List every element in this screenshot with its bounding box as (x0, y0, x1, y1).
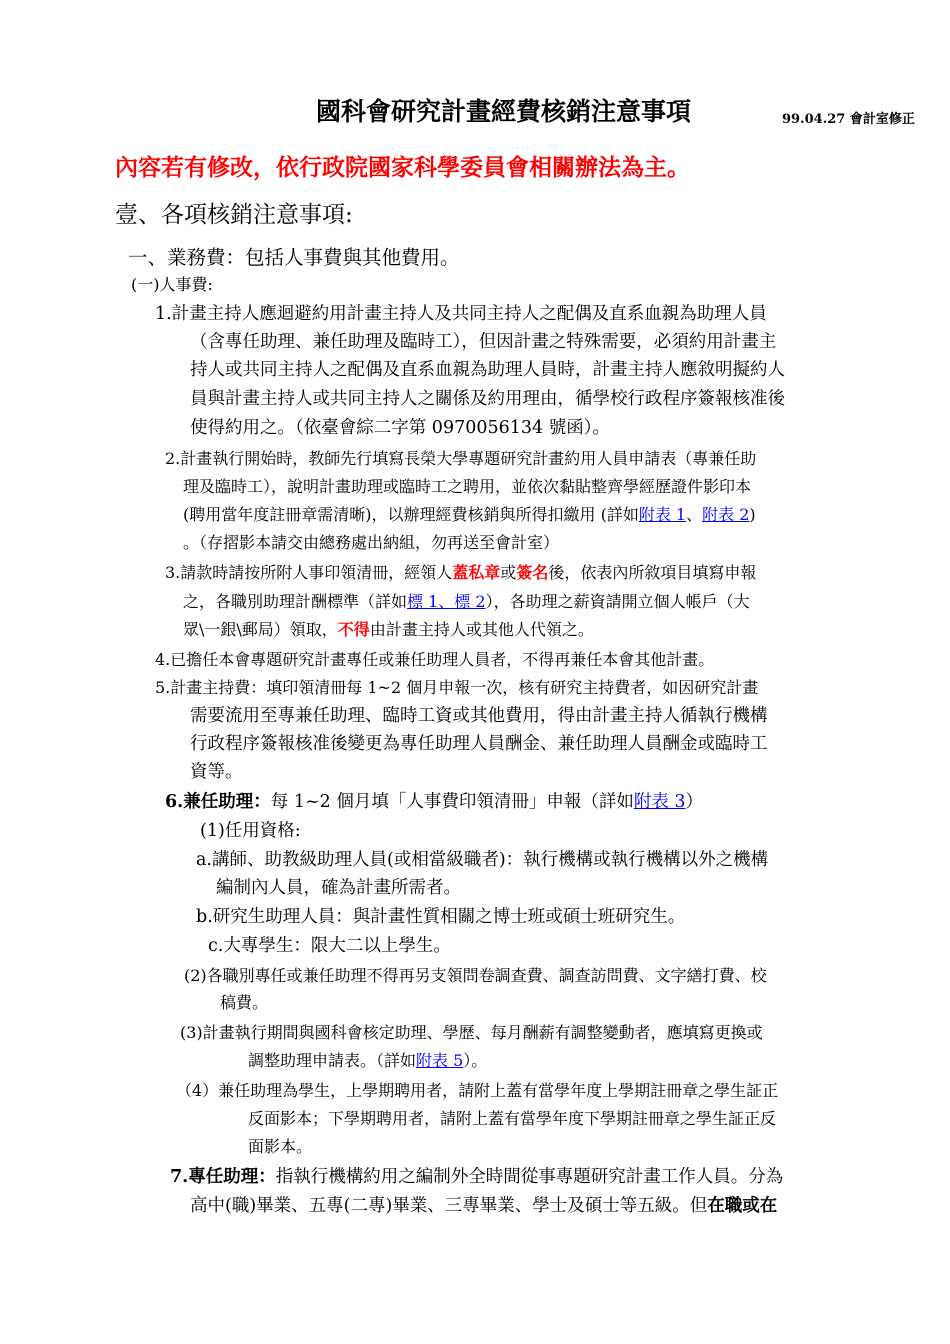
item5-line1: 5.計畫主持費：填印領清冊每 1~2 個月申報一次，核有研究主持費者，如因研究計畫 (155, 678, 759, 697)
item2-line3 (183, 503, 756, 527)
appendix-1-link[interactable]: 附表 1 (638, 505, 687, 524)
item3-line3 (183, 618, 594, 642)
item3-line3-end: 由計畫主持人或其他人代領之。 (369, 620, 594, 639)
rule4-line1: （4）兼任助理為學生，上學期聘用者，請附上蓋有當學年度上學期註冊章之學生証正 (176, 1081, 779, 1100)
item1-line5: 使得約用之。（依臺會綜二字第 0970056134 號函）。 (190, 418, 610, 438)
item6-line1 (165, 790, 703, 814)
standard-2-link[interactable]: 標 2 (454, 592, 486, 611)
item3-line2-end: ），各助理之薪資請開立個人帳戶（大 (485, 592, 750, 611)
appendix-3-link[interactable]: 附表 3 (633, 792, 686, 812)
item5-line2: 需要流用至專兼任助理、臨時工資或其他費用，得由計畫主持人循執行機構 (190, 706, 768, 726)
rule3-line2-text: 調整助理申請表。（詳如 (248, 1051, 417, 1070)
appendix-5-link[interactable]: 附表 5 (416, 1051, 464, 1070)
item3-line1-text: 3.請款時請按所附人事印領清冊，經領人 (165, 563, 453, 582)
item1-line1: 1.計畫主持人應迴避約用計畫主持人及共同主持人之配偶及直系血親為助理人員 (155, 304, 767, 324)
full-time-label: 7.專任助理： (170, 1167, 276, 1187)
revision-date: 99.04.27 會計室修正 (782, 112, 915, 127)
item6-line1-end: ） (685, 792, 704, 812)
item2-line3-text: (聘用當年度註冊章需清晰)，以辦理經費核銷與所得扣繳用 (詳如 (183, 505, 639, 524)
personnel-heading: (一)人事費: (131, 275, 213, 294)
item5-line3: 行政程序簽報核准後變更為專任助理人員酬金、兼任助理人員酬金或臨時工 (190, 734, 768, 754)
separator: 、 (686, 505, 703, 524)
rule3-line2 (248, 1049, 487, 1073)
item1-line2: （含專任助理、兼任助理及臨時工），但因計畫之特殊需要，必須約用計畫主 (190, 332, 777, 352)
rule4-line2: 反面影本；下學期聘用者，請附上蓋有當學年度下學期註冊章之學生証正反 (248, 1109, 777, 1128)
item1-line4: 員與計畫主持人或共同主持人之關係及約用理由，循學校行政程序簽報核准後 (190, 389, 785, 409)
item7-line2 (190, 1194, 777, 1218)
item6-line1-text: 每 1~2 個月填「人事費印領清冊」申報（詳如 (270, 792, 634, 812)
item7-line1 (170, 1165, 783, 1189)
section-heading: 壹、各項核銷注意事項: (115, 202, 353, 228)
rule3-line1: (3)計畫執行期間與國科會核定助理、學歷、每月酬薪有調整變動者，應填寫更換或 (180, 1023, 763, 1042)
rule3-line2-end: ）。 (463, 1051, 488, 1070)
part-time-label: 6.兼任助理： (165, 792, 271, 812)
item2-line2: 理及臨時工），說明計畫助理或臨時工之聘用，並依次黏貼整齊學經歷證件影印本 (183, 477, 752, 496)
item3-or: 或 (500, 563, 517, 582)
seal-emphasis: 蓋私章 (452, 563, 501, 582)
item2-line1: 2.計畫執行開始時，教師先行填寫長榮大學專題研究計畫約用人員申請表（專兼任助 (165, 449, 757, 468)
item3-line1-end: 後，依表內所敘項目填寫申報 (548, 563, 757, 582)
item4-line: 4.已擔任本會專題研究計畫專任或兼任助理人員者，不得再兼任本會其他計畫。 (155, 650, 715, 669)
qual-c-line: c.大專學生：限大二以上學生。 (208, 936, 451, 956)
qual-a-line2: 編制內人員，確為計畫所需者。 (216, 878, 461, 898)
qual-a-line1: a.講師、助教級助理人員(或相當級職者)：執行機構或執行機構以外之機構 (196, 850, 769, 870)
item7-line1-text: 指執行機構約用之編制外全時間從事專題研究計畫工作人員。分為 (275, 1167, 784, 1187)
rule2-line2: 稿費。 (220, 993, 269, 1012)
prohibit-emphasis: 不得 (337, 620, 370, 639)
notice-text: 內容若有修改，依行政院國家科學委員會相關辦法為主。 (115, 154, 690, 181)
item1-line3: 持人或共同主持人之配偶及直系血親為助理人員時，計畫主持人應敘明擬約人 (190, 360, 785, 380)
item2-line4: 。（存摺影本請交由總務處出納組，勿再送至會計室） (183, 533, 560, 552)
appendix-2-link[interactable]: 附表 2 (702, 505, 750, 524)
item7-line2-bold: 在職或在 (707, 1196, 778, 1216)
item5-line4: 資等。 (190, 762, 243, 782)
rule4-line3: 面影本。 (248, 1137, 313, 1156)
item3-line1 (165, 561, 756, 585)
rule2-line1: (2)各職別專任或兼任助理不得再另支領問卷調查費、調查訪問費、文字繕打費、校 (184, 966, 767, 985)
subsection-heading: 一、業務費：包括人事費與其他費用。 (128, 246, 460, 269)
item3-line2 (183, 590, 750, 614)
item7-line2-text: 高中(職)畢業、五專(二專)畢業、三專畢業、學士及碩士等五級。但 (190, 1196, 708, 1216)
signature-emphasis: 簽名 (516, 563, 549, 582)
item3-line3-text: 眾\一銀\郵局）領取， (183, 620, 338, 639)
item3-line2-text: 之，各職別助理計酬標準（詳如 (183, 592, 408, 611)
document-title: 國科會研究計畫經費核銷注意事項 (316, 97, 692, 126)
standard-1-link[interactable]: 標 1、 (407, 592, 455, 611)
qualification-heading: (1)任用資格: (200, 821, 301, 841)
qual-b-line: b.研究生助理人員：與計畫性質相關之博士班或碩士班研究生。 (196, 907, 686, 927)
item2-line3-end: ) (749, 505, 756, 524)
